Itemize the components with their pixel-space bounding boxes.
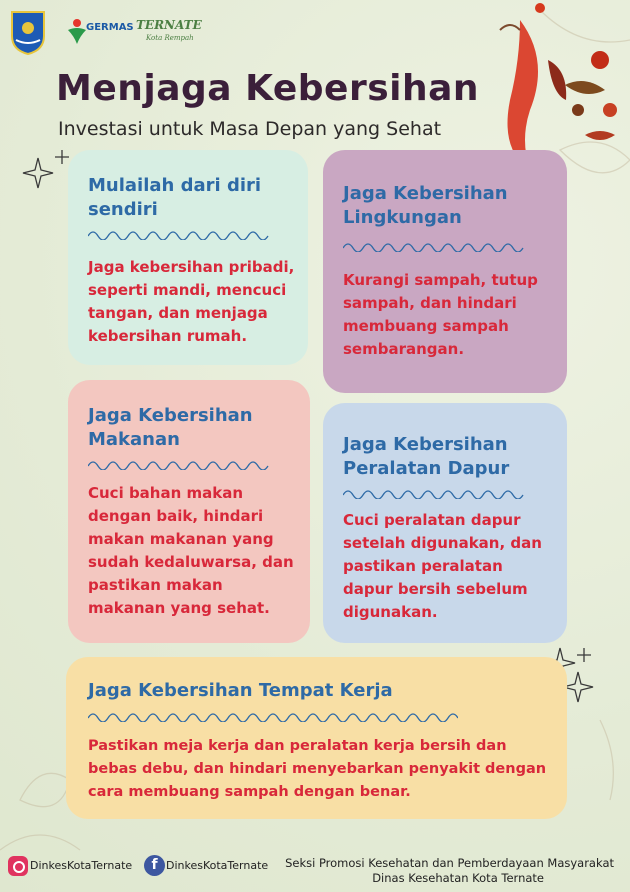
squiggle-divider [343, 242, 529, 252]
instagram-handle[interactable]: DinkesKotaTernate [30, 859, 133, 872]
card-workplace-hygiene [66, 657, 567, 819]
facebook-icon: f [144, 855, 165, 876]
card-title: Jaga Kebersihan Tempat Kerja [88, 680, 393, 701]
card-personal-hygiene [68, 150, 308, 365]
card-body: Jaga kebersihan pribadi, seperti mandi, mencuci tangan, dan menjaga kebersihan rumah. [88, 258, 295, 345]
germas-figure-icon [66, 18, 88, 44]
instagram-icon [8, 856, 28, 876]
card-kitchen-tools-hygiene [323, 403, 567, 643]
card-body: Kurangi sampah, tutup sampah, dan hindari membuang sampah sembarangan. [343, 271, 538, 358]
card-body: Pastikan meja kerja dan peralatan kerja bersih dan bebas debu, dan hindari menyebarkan penyakit dengan cara membuang sampah dengan benar. [88, 738, 547, 800]
credit-division: Seksi Promosi Kesehatan dan Pemberdayaan Masyarakat [285, 856, 614, 870]
card-food-hygiene [68, 380, 310, 643]
squiggle-divider [88, 712, 458, 722]
card-title: Jaga Kebersihan Lingkungan [343, 183, 508, 228]
card-body: Cuci peralatan dapur setelah digunakan, dan pastikan peralatan dapur bersih sebelum digunakan. [343, 511, 542, 621]
squiggle-divider [343, 489, 529, 499]
germas-logo: GERMAS [66, 18, 130, 48]
card-body: Cuci bahan makan dengan baik, hindari makan makanan yang sudah kedaluwarsa, dan pastikan makan makanan yang sehat. [88, 484, 294, 617]
squiggle-divider [88, 230, 274, 240]
credit-agency: Dinas Kesehatan Kota Ternate [372, 871, 544, 885]
card-title: Jaga Kebersihan Makanan [88, 405, 253, 450]
card-title: Jaga Kebersihan Peralatan Dapur [343, 434, 510, 479]
regional-emblem-logo [8, 10, 48, 56]
footer [0, 848, 630, 892]
page-subtitle: Investasi untuk Masa Depan yang Sehat [58, 118, 442, 140]
page-title: Menjaga Kebersihan [56, 68, 480, 109]
card-title: Mulailah dari diri sendiri [88, 175, 262, 220]
card-environment-hygiene [323, 150, 567, 393]
facebook-handle[interactable]: DinkesKotaTernate [166, 859, 269, 872]
ternate-logo: TERNATE Kota Rempah [136, 18, 202, 42]
squiggle-divider [88, 460, 274, 470]
